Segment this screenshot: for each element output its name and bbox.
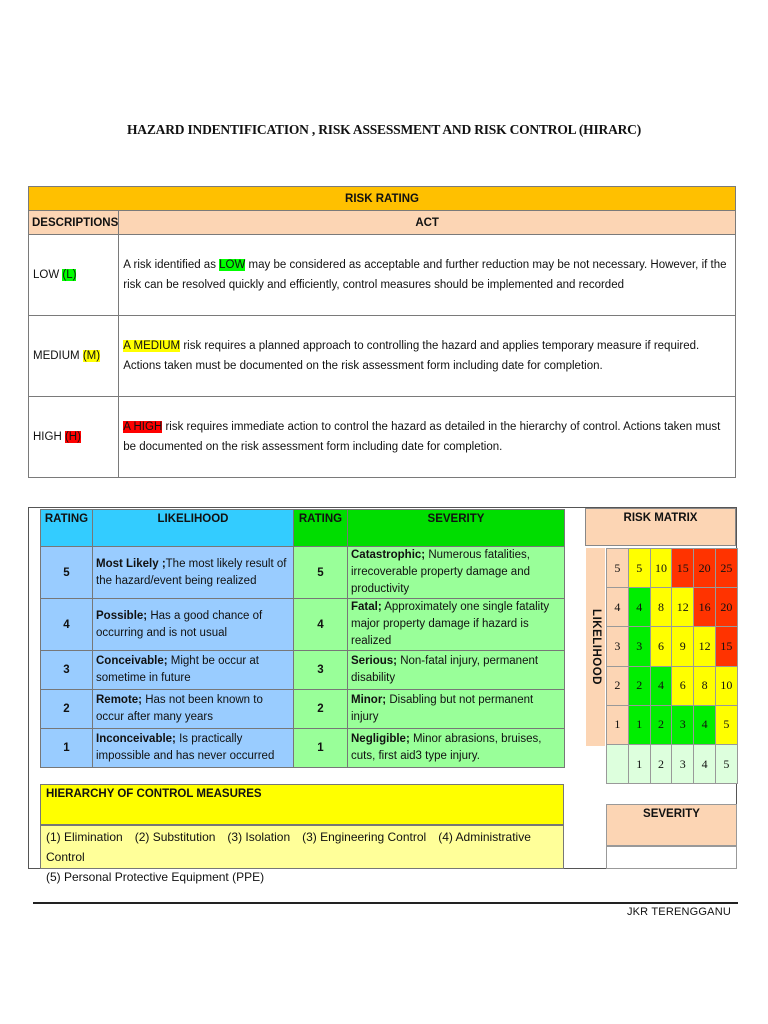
risk-score-cell: 10 bbox=[650, 549, 672, 588]
likelihood-description bbox=[93, 547, 294, 599]
risk-row-low bbox=[29, 235, 736, 316]
risk-matrix-row bbox=[607, 549, 738, 588]
footer-organization: JKR TERENGGANU bbox=[626, 906, 731, 918]
risk-score-cell: 10 bbox=[715, 666, 737, 705]
table-row bbox=[41, 729, 565, 768]
risk-score-cell: 15 bbox=[715, 627, 737, 666]
likelihood-rating: 2 bbox=[41, 690, 93, 729]
risk-score-cell: 12 bbox=[672, 588, 694, 627]
risk-score-cell: 3 bbox=[672, 705, 694, 744]
risk-score-cell: 3 bbox=[628, 627, 650, 666]
likelihood-term: Remote; bbox=[96, 694, 143, 706]
likelihood-value: 4 bbox=[607, 588, 629, 627]
likelihood-text: Might be occur at sometime in future bbox=[96, 655, 259, 684]
likelihood-term: Possible; bbox=[96, 609, 148, 622]
severity-text: Approximately one single fatality major property damage if hazard is realized bbox=[351, 601, 550, 647]
severity-term: Fatal; bbox=[351, 601, 382, 613]
severity-value: 4 bbox=[694, 744, 716, 783]
risk-level-name: LOW bbox=[33, 269, 60, 281]
severity-rating: 2 bbox=[294, 690, 348, 729]
risk-matrix-row bbox=[607, 588, 738, 627]
risk-score-cell: 6 bbox=[650, 627, 672, 666]
severity-description bbox=[348, 547, 565, 599]
severity-rating: 3 bbox=[294, 651, 348, 690]
risk-act-mark: A MEDIUM bbox=[123, 340, 181, 352]
risk-act-mark: LOW bbox=[219, 259, 246, 271]
likelihood-description bbox=[93, 651, 294, 690]
risk-act-mark: A HIGH bbox=[123, 421, 163, 433]
matrix-blank-cell bbox=[606, 846, 737, 869]
likelihood-rating: 5 bbox=[41, 547, 93, 599]
risk-score-cell: 20 bbox=[694, 549, 716, 588]
document-title: HAZARD INDENTIFICATION , RISK ASSESSMENT AND RISK CONTROL (HIRARC) bbox=[126, 122, 642, 137]
severity-text: Numerous fatalities, irrecoverable property damage and productivity bbox=[351, 549, 530, 595]
risk-level-cell bbox=[29, 316, 119, 397]
risk-act-rest: risk requires immediate action to control the hazard as detailed in the hierarchy of control. Actions taken must be documented on the risk assessment form including date for completion. bbox=[123, 421, 721, 453]
risk-act-rest: risk requires a planned approach to controlling the hazard and applies temporary measure if required. Actions taken must be documented on the risk assessment form including date for completion. bbox=[123, 340, 700, 372]
likelihood-rating-header: RATING bbox=[41, 510, 93, 547]
severity-description bbox=[348, 599, 565, 651]
likelihood-text: Has a good chance of occurring and is not usual bbox=[96, 609, 263, 639]
severity-rating: 1 bbox=[294, 729, 348, 768]
hierarchy-item: (4) Administrative Control bbox=[46, 830, 531, 864]
hierarchy-item: (5) Personal Protective Equipment (PPE) bbox=[46, 870, 265, 884]
risk-act-text bbox=[119, 397, 736, 478]
risk-score-cell: 15 bbox=[672, 549, 694, 588]
descriptions-header: DESCRIPTIONS bbox=[29, 211, 119, 235]
risk-level-cell bbox=[29, 235, 119, 316]
severity-axis-corner bbox=[607, 744, 629, 783]
severity-value: 5 bbox=[715, 744, 737, 783]
severity-description bbox=[348, 729, 565, 768]
likelihood-text: Is practically impossible and has never occurred bbox=[96, 733, 275, 762]
likelihood-text: Has not been known to occur after many years bbox=[96, 694, 263, 723]
likelihood-term: Most Likely ; bbox=[96, 557, 166, 570]
likelihood-severity-table bbox=[40, 509, 565, 768]
severity-term: Serious; bbox=[351, 655, 398, 667]
hierarchy-title: HIERARCHY OF CONTROL MEASURES bbox=[40, 784, 564, 825]
severity-axis-label: SEVERITY bbox=[606, 804, 737, 846]
likelihood-term: Inconceivable; bbox=[96, 733, 176, 745]
severity-description bbox=[348, 651, 565, 690]
risk-act-rest: may be considered as acceptable and further reduction may be not necessary. However, if the risk can be resolved quickly and efficiently, control measures should be implemented and recorded bbox=[123, 259, 727, 291]
risk-level-name: HIGH bbox=[33, 431, 62, 443]
table-row bbox=[41, 651, 565, 690]
act-header: ACT bbox=[119, 211, 736, 235]
risk-score-cell: 5 bbox=[715, 705, 737, 744]
risk-act-text bbox=[119, 316, 736, 397]
risk-level-code: (L) bbox=[62, 269, 77, 281]
risk-score-cell: 4 bbox=[650, 666, 672, 705]
likelihood-description bbox=[93, 690, 294, 729]
risk-matrix-row bbox=[607, 666, 738, 705]
severity-header: SEVERITY bbox=[348, 510, 565, 547]
risk-score-cell: 6 bbox=[672, 666, 694, 705]
severity-term: Negligible; bbox=[351, 733, 410, 745]
risk-level-name: MEDIUM bbox=[33, 350, 80, 362]
risk-score-cell: 4 bbox=[694, 705, 716, 744]
likelihood-value: 5 bbox=[607, 549, 629, 588]
risk-score-cell: 1 bbox=[628, 705, 650, 744]
severity-rating: 4 bbox=[294, 599, 348, 651]
risk-score-cell: 9 bbox=[672, 627, 694, 666]
table-row bbox=[41, 599, 565, 651]
risk-score-cell: 2 bbox=[628, 666, 650, 705]
likelihood-value: 1 bbox=[607, 705, 629, 744]
table-row bbox=[41, 690, 565, 729]
likelihood-rating: 4 bbox=[41, 599, 93, 651]
risk-rating-heading: RISK RATING bbox=[29, 187, 736, 211]
risk-score-cell: 8 bbox=[650, 588, 672, 627]
risk-score-cell: 25 bbox=[715, 549, 737, 588]
risk-row-high bbox=[29, 397, 736, 478]
risk-act-text bbox=[119, 235, 736, 316]
severity-rating-header: RATING bbox=[294, 510, 348, 547]
risk-matrix-row bbox=[607, 627, 738, 666]
risk-rating-table bbox=[28, 186, 736, 478]
severity-value: 1 bbox=[628, 744, 650, 783]
likelihood-value: 2 bbox=[607, 666, 629, 705]
likelihood-rating: 3 bbox=[41, 651, 93, 690]
likelihood-description bbox=[93, 599, 294, 651]
hierarchy-item: (1) Elimination bbox=[46, 830, 123, 844]
risk-score-cell: 4 bbox=[628, 588, 650, 627]
risk-matrix-title: RISK MATRIX bbox=[585, 508, 736, 546]
severity-value: 2 bbox=[650, 744, 672, 783]
likelihood-value: 3 bbox=[607, 627, 629, 666]
severity-axis-row bbox=[607, 744, 738, 783]
likelihood-rating: 1 bbox=[41, 729, 93, 768]
risk-level-code: (M) bbox=[82, 350, 101, 362]
severity-text: Minor abrasions, bruises, cuts, first aid3 type injury. bbox=[351, 733, 542, 762]
likelihood-header: LIKELIHOOD bbox=[93, 510, 294, 547]
hierarchy-item: (2) Substitution bbox=[134, 830, 216, 844]
severity-rating: 5 bbox=[294, 547, 348, 599]
severity-description bbox=[348, 690, 565, 729]
likelihood-axis-label bbox=[586, 548, 605, 746]
severity-term: Catastrophic; bbox=[351, 549, 426, 561]
severity-text: Non-fatal injury, permanent disability bbox=[351, 655, 539, 684]
risk-score-cell: 20 bbox=[715, 588, 737, 627]
hierarchy-item: (3) Isolation bbox=[227, 830, 291, 844]
likelihood-axis-text: LIKELIHOOD bbox=[589, 609, 602, 685]
risk-matrix-row bbox=[607, 705, 738, 744]
risk-score-cell: 5 bbox=[628, 549, 650, 588]
footer-rule bbox=[33, 902, 738, 904]
severity-value: 3 bbox=[672, 744, 694, 783]
risk-score-cell: 2 bbox=[650, 705, 672, 744]
hierarchy-item: (3) Engineering Control bbox=[302, 830, 427, 844]
likelihood-description bbox=[93, 729, 294, 768]
risk-score-cell: 8 bbox=[694, 666, 716, 705]
risk-act-lead: A risk identified as bbox=[123, 259, 220, 271]
risk-score-cell: 16 bbox=[694, 588, 716, 627]
table-row bbox=[41, 547, 565, 599]
risk-matrix-grid bbox=[606, 548, 738, 784]
risk-row-medium bbox=[29, 316, 736, 397]
risk-score-cell: 12 bbox=[694, 627, 716, 666]
likelihood-term: Conceivable; bbox=[96, 655, 168, 667]
risk-level-code: (H) bbox=[64, 431, 81, 443]
severity-term: Minor; bbox=[351, 694, 387, 706]
severity-text: Disabling but not permanent injury bbox=[351, 694, 534, 723]
likelihood-text: The most likely result of the hazard/event being realized bbox=[96, 557, 287, 587]
risk-level-cell bbox=[29, 397, 119, 478]
hierarchy-list bbox=[40, 825, 564, 884]
